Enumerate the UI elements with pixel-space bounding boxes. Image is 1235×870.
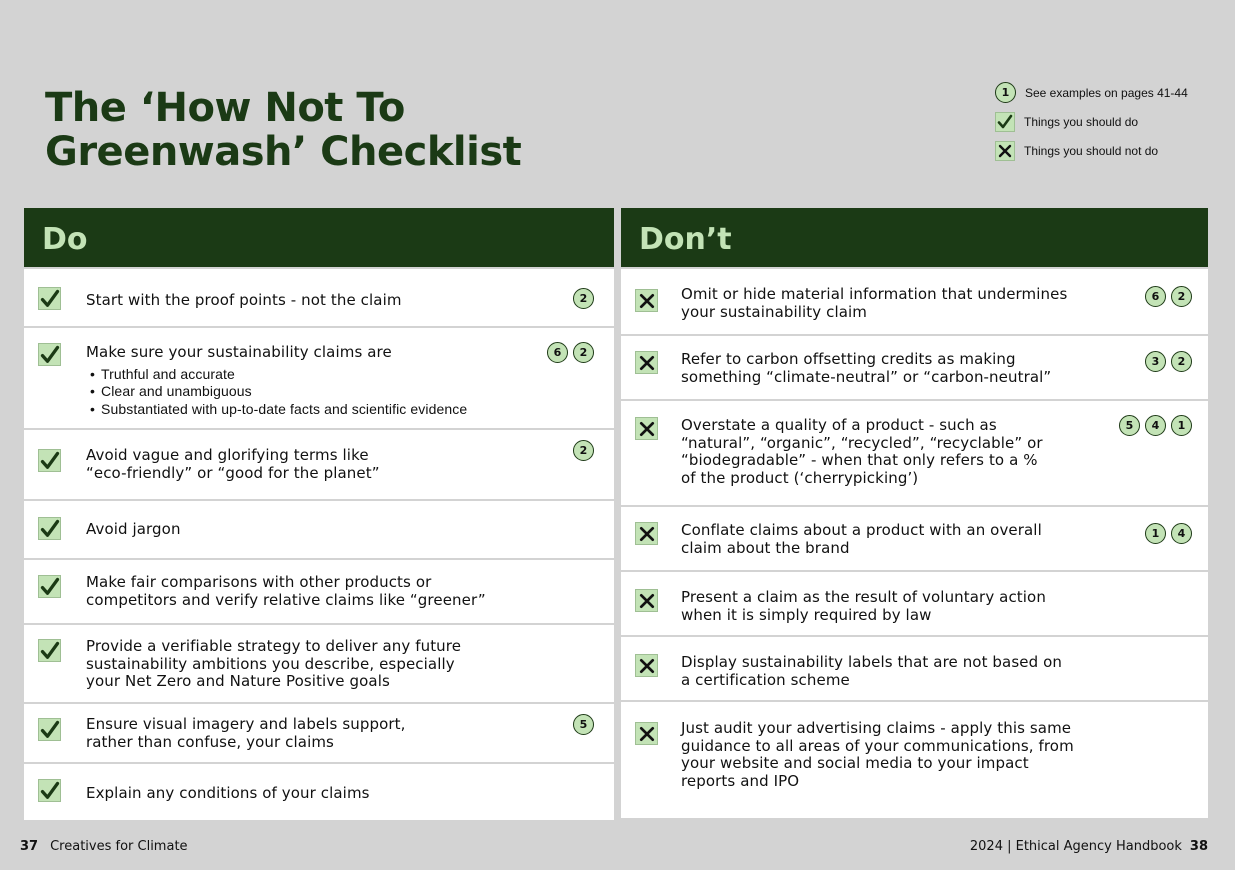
ref-number-icon: 4 [1145, 415, 1166, 436]
page-refs [1145, 351, 1192, 372]
item-line: guidance to all areas of your communications, from [681, 736, 1074, 755]
dont-item-text [681, 286, 1067, 321]
ref-number-icon: 3 [1145, 351, 1166, 372]
cross-icon [635, 722, 658, 745]
item-line: when it is simply required by law [681, 605, 932, 624]
item-line: Overstate a quality of a product - such as [681, 416, 997, 434]
item-line: Present a claim as the result of voluntary action [681, 588, 1046, 606]
do-item-text [86, 785, 370, 803]
cross-icon [995, 141, 1015, 161]
do-item [24, 430, 614, 499]
item-line: something “climate-neutral” or “carbon-neutral” [681, 367, 1052, 386]
ref-number-icon: 4 [1171, 523, 1192, 544]
check-icon [38, 779, 61, 802]
legend-do [995, 107, 1188, 136]
do-item-text [86, 521, 181, 539]
ref-number-icon: 2 [1171, 351, 1192, 372]
do-item [24, 501, 614, 558]
check-icon [38, 718, 61, 741]
page-refs [1145, 286, 1192, 307]
footer-left-text: Creatives for Climate [50, 839, 188, 854]
item-line: of the product (‘cherrypicking’) [681, 468, 919, 487]
item-line: Omit or hide material information that undermines [681, 285, 1068, 303]
title-line-1: The ‘How Not To [45, 85, 405, 131]
footer-left-page: 37 [20, 839, 39, 854]
footer-right [970, 839, 1208, 854]
ref-number-icon: 1 [1145, 523, 1166, 544]
cross-icon [635, 589, 658, 612]
footer-right-page: 38 [1189, 839, 1208, 854]
item-line: your website and social media to your impact [681, 754, 1029, 772]
item-line: sustainability ambitions you describe, especially [86, 654, 455, 673]
dont-item-text [681, 417, 1043, 487]
item-line: Make sure your sustainability claims are [86, 343, 392, 361]
item-line: “biodegradable” - when that only refers to a % [681, 451, 1038, 469]
do-item-text [86, 638, 461, 691]
item-line: your sustainability claim [681, 302, 868, 321]
cross-icon [635, 289, 658, 312]
item-line: competitors and verify relative claims like “greener” [86, 590, 486, 609]
dont-item [621, 336, 1208, 399]
item-line: Start with the proof points - not the claim [86, 291, 402, 309]
item-line: reports and IPO [681, 771, 800, 790]
do-item-text [86, 292, 402, 310]
page-refs [573, 288, 594, 309]
check-icon [38, 343, 61, 366]
do-item [24, 328, 614, 428]
page-title [45, 86, 521, 174]
item-line: Explain any conditions of your claims [86, 784, 370, 802]
dont-item [621, 637, 1208, 700]
bullet-item: • Truthful and accurate [86, 366, 467, 384]
ref-number-icon: 2 [573, 440, 594, 461]
bullet-item: • Clear and unambiguous [86, 383, 467, 401]
item-line: Refer to carbon offsetting credits as making [681, 350, 1016, 368]
dont-item-text [681, 522, 1042, 557]
legend-ref-label: See examples on pages 41-44 [1025, 85, 1188, 100]
ref-number-icon: 6 [547, 342, 568, 363]
cross-icon [635, 654, 658, 677]
page-refs [1119, 415, 1192, 436]
legend-ref [995, 78, 1188, 107]
check-icon [995, 112, 1015, 132]
item-line: claim about the brand [681, 538, 850, 557]
legend-do-label: Things you should do [1024, 114, 1139, 129]
ref-number-icon: 2 [1171, 286, 1192, 307]
do-item [24, 704, 614, 762]
title-line-2: Greenwash’ Checklist [45, 129, 522, 175]
dont-heading: Don’t [621, 208, 1208, 267]
dont-item [621, 401, 1208, 505]
footer-right-text: 2024 | Ethical Agency Handbook [969, 839, 1182, 854]
bullet-list [86, 366, 467, 419]
ref-number-icon: 5 [573, 714, 594, 735]
ref-number-icon: 6 [1145, 286, 1166, 307]
do-item [24, 269, 614, 326]
item-line: Avoid jargon [86, 520, 181, 538]
item-line: Conflate claims about a product with an overall [681, 521, 1042, 539]
cross-icon [635, 417, 658, 440]
item-line: Ensure visual imagery and labels support, [86, 715, 406, 733]
ref-number-icon: 2 [573, 288, 594, 309]
check-icon [38, 517, 61, 540]
item-line: Avoid vague and glorifying terms like [86, 446, 369, 464]
legend-dont-label: Things you should not do [1024, 143, 1159, 158]
do-heading: Do [24, 208, 614, 267]
item-line: “natural”, “organic”, “recycled”, “recyclable” or [681, 433, 1043, 452]
do-column [24, 208, 614, 820]
page-refs [573, 440, 594, 461]
item-line: rather than confuse, your claims [86, 732, 334, 751]
do-item [24, 560, 614, 623]
do-item-text [86, 574, 486, 609]
do-item-text [86, 716, 405, 751]
item-line: Provide a verifiable strategy to deliver any future [86, 637, 462, 655]
do-item [24, 764, 614, 820]
cross-icon [635, 522, 658, 545]
ref-number-icon: 5 [1119, 415, 1140, 436]
check-icon [38, 575, 61, 598]
item-line: your Net Zero and Nature Positive goals [86, 672, 390, 690]
dont-item-text [681, 351, 1051, 386]
item-line: a certification scheme [681, 670, 850, 689]
page-refs [547, 342, 594, 363]
legend [995, 78, 1188, 165]
dont-item [621, 702, 1208, 818]
check-icon [38, 449, 61, 472]
do-item-text [86, 447, 380, 482]
item-line: “eco-friendly” or “good for the planet” [86, 463, 380, 482]
ref-number-icon: 1 [1171, 415, 1192, 436]
item-line: Display sustainability labels that are not based on [681, 653, 1062, 671]
item-line: Make fair comparisons with other products or [86, 573, 432, 591]
dont-item-text [681, 654, 1062, 689]
legend-dont [995, 136, 1188, 165]
ref-number-icon: 2 [573, 342, 594, 363]
dont-item [621, 269, 1208, 334]
ref-number-icon: 1 [995, 82, 1016, 103]
page-refs [1145, 523, 1192, 544]
footer-left [20, 839, 188, 854]
check-icon [38, 639, 61, 662]
bullet-item: • Substantiated with up-to-date facts and scientific evidence [86, 401, 467, 419]
dont-item [621, 572, 1208, 635]
dont-item [621, 507, 1208, 570]
do-item-text [86, 344, 467, 418]
check-icon [38, 287, 61, 310]
dont-item-text [681, 589, 1046, 624]
cross-icon [635, 351, 658, 374]
dont-item-text [681, 720, 1074, 790]
item-line: Just audit your advertising claims - apply this same [681, 719, 1072, 737]
do-item [24, 625, 614, 702]
dont-column [621, 208, 1208, 818]
page-refs [573, 714, 594, 735]
